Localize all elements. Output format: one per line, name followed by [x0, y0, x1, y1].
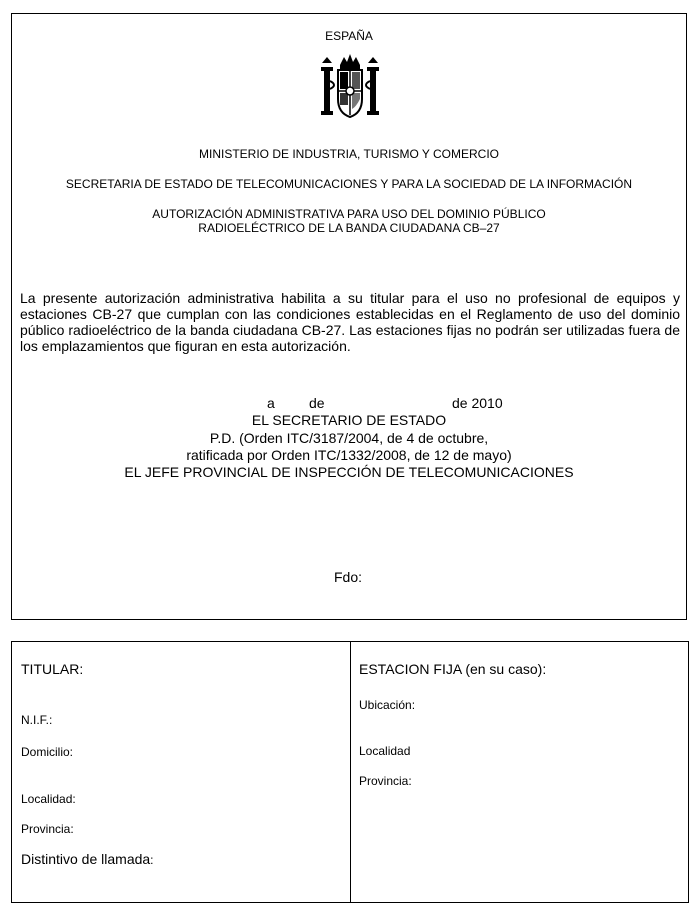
domicilio-label: Domicilio:	[21, 745, 74, 759]
signature-label: Fdo:	[334, 569, 363, 585]
ubicacion-label: Ubicación:	[359, 698, 416, 712]
ministry-name: MINISTERIO DE INDUSTRIA, TURISMO Y COMERCIO	[198, 147, 500, 161]
ratification-order: ratificada por Orden ITC/1332/2008, de 12 de mayo)	[186, 447, 512, 463]
nif-label: N.I.F.:	[21, 713, 53, 727]
estacion-heading: ESTACION FIJA (en su caso):	[359, 661, 547, 677]
delegation-order: P.D. (Orden ITC/3187/2004, de 4 de octubre,	[209, 430, 489, 446]
signatory-office: EL JEFE PROVINCIAL DE INSPECCIÓN DE TELECOMUNICACIONES	[124, 464, 574, 480]
signatory-title: EL SECRETARIO DE ESTADO	[251, 412, 447, 428]
secretaria-name: SECRETARIA DE ESTADO DE TELECOMUNICACIONES Y PARA LA SOCIEDAD DE LA INFORMACIÓN	[65, 177, 633, 191]
authorization-panel	[11, 13, 687, 620]
coat-of-arms-icon	[318, 51, 382, 123]
document-title-line1: AUTORIZACIÓN ADMINISTRATIVA PARA USO DEL DOMINIO PÚBLICO	[152, 207, 546, 221]
estacion-localidad-label: Localidad	[359, 744, 411, 758]
country-label: ESPAÑA	[325, 29, 373, 43]
document-title-line2: RADIOELÉCTRICO DE LA BANDA CIUDADANA CB–27	[198, 221, 500, 235]
titular-heading: TITULAR:	[21, 661, 84, 677]
distintivo-colon: :	[150, 853, 154, 867]
document-title	[12, 207, 686, 235]
distintivo-label	[21, 851, 154, 867]
estacion-provincia-label: Provincia:	[359, 774, 412, 788]
date-de: de	[309, 395, 325, 411]
titular-provincia-label: Provincia:	[21, 822, 74, 836]
distintivo-text: Distintivo de llamada	[21, 851, 151, 867]
holder-details-panel	[11, 641, 689, 903]
column-divider	[350, 642, 351, 902]
date-year: de 2010	[452, 395, 503, 411]
date-line	[12, 395, 688, 412]
authorization-text: La presente autorización administrativa habilita a su titular para el uso no profesional de equipos y estaciones CB-27 que cumplan con las condiciones establecidas en el Reglamento de uso del dominio público radioeléctrico de la banda ciudadana CB-27. Las estaciones fijas no podrán ser utilizadas fuera de los emplazamientos que figuran en esta autorización.	[20, 290, 680, 354]
titular-localidad-label: Localidad:	[21, 792, 76, 806]
date-a: a	[267, 395, 275, 411]
